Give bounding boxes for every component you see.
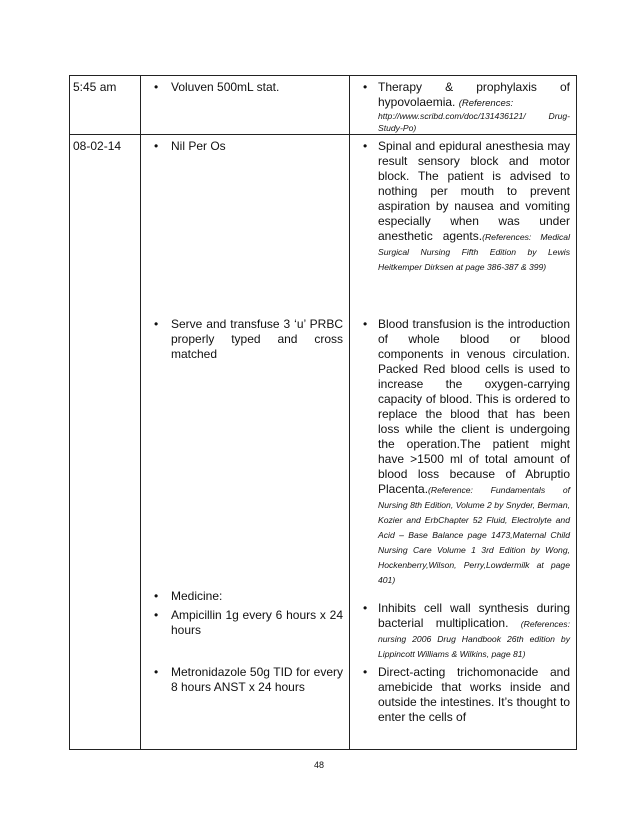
rationale-item: • Direct-acting trichomonacide and amebicide that works inside and outside the intestines. It’s thought to enter the cells of xyxy=(363,665,570,724)
bullet-icon: • xyxy=(154,665,159,679)
table-row xyxy=(70,76,577,135)
rationale-reference: (References: Medical Surgical Nursing Fifth Edition by Lewis Heitkemper Dirksen at page 386-387 & 399) xyxy=(378,232,571,272)
bullet-icon: • xyxy=(154,80,159,94)
bullet-icon: • xyxy=(154,317,159,331)
row-date: 5:45 am xyxy=(73,80,117,94)
medicine-item: • Ampicillin 1g every 6 hours x 24 hours xyxy=(154,608,343,637)
rationale-item: • Spinal and epidural anesthesia may result sensory block and motor block. The patient is advised to nothing per mouth to prevent aspiration by nausea and vomiting especially when was under anesthetic agents.(References: Medical Surgical Nursing Fifth Edition by Lewis Heitkemper Dirksen at page 386-387 & 399) xyxy=(363,139,571,272)
rationale-item: • Blood transfusion is the introduction of whole blood or blood components in venous circulation. Packed Red blood cells is used to increase the oxygen-carrying capacity of blood. This is ordered to replace the blood that has been loss while the client is undergoing the operation.The patient might have >1500 ml of total amount of blood loss because of Abruptio Placenta.(Reference: Fundamentals of Nursing 8th Edition, Volume 2 by Snyder, Berman, Kozier and ErbChapter 52 Fluid, Electrolyte and Acid – Base Balance page 1473,Maternal Child Nursing Care Volume 1 3rd Edition by Wong, Hockenberry,Wilson, Perry,Lowdermilk at page 401) xyxy=(363,317,570,585)
bullet-icon: • xyxy=(363,139,368,153)
bullet-icon: • xyxy=(363,80,368,94)
intervention-item: • Voluven 500mL stat. xyxy=(154,80,280,94)
intervention-item: • Serve and transfuse 3 ‘u’ PRBC properly typed and cross matched xyxy=(154,317,343,361)
bullet-icon: • xyxy=(363,317,368,331)
rationale-item: • Inhibits cell wall synthesis during bacterial multiplication. (References: nursing 2006 Drug Handbook 26th edition by Lippincott Williams & Wilkins, page 81) xyxy=(363,601,570,659)
bullet-icon: • xyxy=(154,139,159,153)
row-date: 08-02-14 xyxy=(73,139,122,153)
table-row xyxy=(70,135,577,750)
intervention-item: • Nil Per Os xyxy=(154,139,226,153)
rationale-reference: (Reference: Fundamentals of Nursing 8th Edition, Volume 2 by Snyder, Berman, Kozier and ErbChapter 52 Fluid, Electrolyte and Acid – Base Balance page 1473,Maternal Child Nursing Care Volume 1 3rd Edition by Wong, Hockenberry,Wilson, Perry,Lowdermilk at page 401) xyxy=(378,485,570,585)
medicine-item: • Metronidazole 50g TID for every 8 hours ANST x 24 hours xyxy=(154,665,343,694)
bullet-icon: • xyxy=(154,608,159,622)
rationale-item: • Therapy & prophylaxis of hypovolaemia. (References: http://www.scribd.com/doc/131436121/ Drug-Study-Po) xyxy=(363,80,570,133)
intervention-item: • Medicine: xyxy=(154,589,223,603)
bullet-icon: • xyxy=(154,589,159,603)
rationale-reference: http://www.scribd.com/doc/131436121/ Drug-Study-Po) xyxy=(378,111,570,133)
bullet-icon: • xyxy=(363,601,368,615)
page-number: 48 xyxy=(313,760,324,770)
drug-study-table xyxy=(69,75,577,750)
rationale-reference: (References: nursing 2006 Drug Handbook 26th edition by Lippincott Williams & Wilkins, page 81) xyxy=(378,619,570,659)
bullet-icon: • xyxy=(363,665,368,679)
